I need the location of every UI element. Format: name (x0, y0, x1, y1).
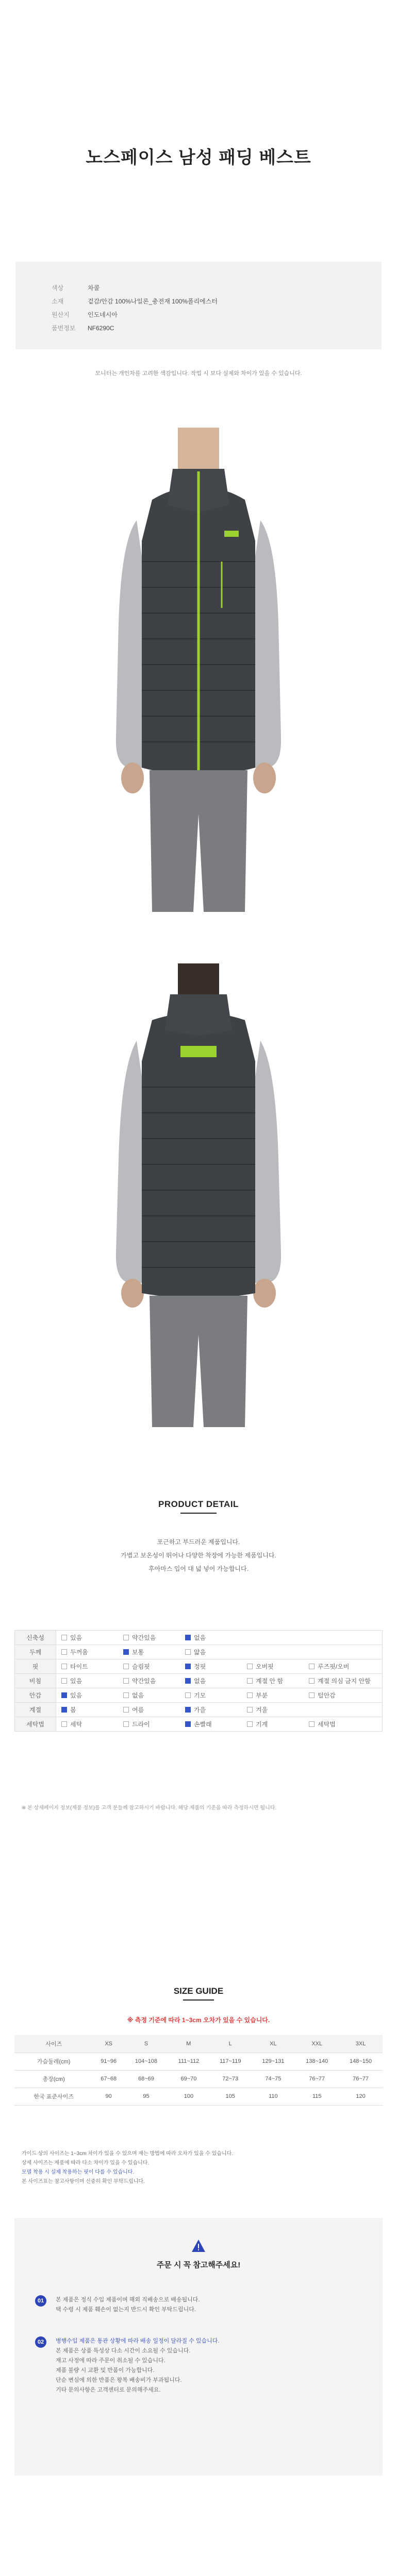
product-detail-title: PRODUCT DETAIL (158, 1499, 239, 1509)
attribute-option (61, 1705, 123, 1714)
attribute-option (247, 1720, 309, 1728)
attribute-option (309, 1691, 371, 1700)
attribute-option (247, 1705, 309, 1714)
option-label: 약간있음 (132, 1634, 156, 1641)
caution-line: 제품 불량 시 교환 및 반품이 가능합니다. (56, 2367, 155, 2374)
vest-front-illustration (101, 407, 296, 912)
size-red-note: ※ 측정 기준에 따라 1~3cm 오차가 있을 수 있습니다. (127, 2016, 270, 2024)
size-row (14, 2088, 383, 2105)
desc-line: 포근하고 부드러운 제품입니다. (157, 1538, 240, 1546)
attribute-options (56, 1717, 383, 1732)
info-key: 원산지 (52, 311, 70, 318)
size-cell: 총장(cm) (14, 2070, 93, 2088)
attribute-options (56, 1688, 383, 1703)
attribute-name: 계절 (15, 1703, 56, 1717)
option-label: 보통 (132, 1649, 144, 1656)
attribute-note: ※ 본 상세페이지 정보(제품 정보)를 고객 분들께 참고하시기 바랍니다. 해당 제품의 기준을 따라 측정하시면 됩니다. (22, 1805, 277, 1811)
option-label: 세탁 (70, 1721, 82, 1728)
size-note: 상세 사이즈는 제품에 따라 다소 차이가 있을 수 있습니다. (22, 2160, 150, 2166)
option-label: 있음 (70, 1692, 82, 1699)
attribute-name: 세탁법 (15, 1717, 56, 1732)
option-label: 드라이 (132, 1721, 150, 1728)
size-header-cell: XS (93, 2035, 124, 2053)
option-label: 계절 안 함 (256, 1677, 284, 1685)
checkbox-icon (61, 1721, 67, 1727)
info-value: 인도네시아 (88, 311, 118, 318)
info-note: 모니터는 개인차를 고려한 색감입니다. 작업 시 보다 실제와 차이가 있을 수 있습니다. (95, 370, 302, 377)
attribute-name: 비침 (15, 1674, 56, 1688)
option-label: 없음 (132, 1692, 144, 1699)
vest-back-illustration (101, 963, 296, 1427)
attribute-option (247, 1691, 309, 1700)
attribute-option (61, 1676, 123, 1685)
attribute-option (185, 1720, 247, 1728)
attribute-option (61, 1691, 123, 1700)
option-label: 세탁법 (318, 1721, 336, 1728)
attribute-options (56, 1645, 383, 1659)
option-label: 기계 (256, 1721, 268, 1728)
size-row (14, 2070, 383, 2088)
checkbox-icon (123, 1664, 129, 1669)
product-detail-heading (0, 1499, 397, 1514)
checked-box-icon (185, 1721, 191, 1727)
checkbox-icon (61, 1649, 67, 1655)
attribute-option (309, 1676, 371, 1685)
size-cell: 110 (251, 2088, 295, 2105)
checkbox-icon (247, 1692, 253, 1698)
size-cell: 67~68 (93, 2070, 124, 2088)
checked-box-icon (185, 1707, 191, 1713)
checkbox-icon (247, 1664, 253, 1669)
attribute-option (123, 1676, 185, 1685)
option-label: 약간있음 (132, 1677, 156, 1685)
checked-box-icon (61, 1692, 67, 1698)
item-number: 02 (35, 2336, 46, 2348)
product-photo-back (101, 963, 296, 1427)
attribute-options (56, 1631, 383, 1645)
size-cell: 91~96 (93, 2053, 124, 2070)
size-cell: 가슴둘레(cm) (14, 2053, 93, 2070)
attribute-option (123, 1720, 185, 1728)
size-note: 본 사이즈표는 참고사항이며 신중히 확인 부탁드립니다. (22, 2179, 145, 2184)
heading-underline (183, 1999, 214, 2001)
option-label: 얇음 (194, 1649, 206, 1656)
size-header-cell: S (124, 2035, 168, 2053)
size-cell: 117~119 (209, 2053, 252, 2070)
checkbox-icon (309, 1721, 315, 1727)
checkbox-icon (185, 1692, 191, 1698)
size-cell: 104~108 (124, 2053, 168, 2070)
attribute-option (185, 1662, 247, 1671)
option-label: 부분 (256, 1692, 268, 1699)
info-value: 겉감/안감 100%나일론_충전재 100%폴리에스터 (88, 298, 218, 305)
attribute-option (123, 1648, 185, 1656)
product-detail-desc (0, 1535, 397, 1575)
info-key: 소재 (52, 298, 64, 305)
attribute-options (56, 1703, 383, 1717)
attribute-name: 안감 (15, 1688, 56, 1703)
checkbox-icon (123, 1635, 129, 1640)
size-cell: 68~69 (124, 2070, 168, 2088)
size-cell: 115 (295, 2088, 339, 2105)
caution-box-1 (14, 2218, 383, 2476)
option-label: 슬림핏 (132, 1663, 150, 1670)
checkbox-icon (247, 1721, 253, 1727)
caution-line: 병행수입 제품은 통관 상황에 따라 배송 일정이 달라질 수 있습니다. (56, 2338, 220, 2344)
checked-box-icon (185, 1664, 191, 1669)
caution-line: 기타 문의사항은 고객센터로 문의해주세요. (56, 2387, 161, 2393)
size-cell: 105 (209, 2088, 252, 2105)
size-guide-title: SIZE GUIDE (173, 1986, 224, 1996)
desc-line: 가볍고 보온성이 뛰어나 다양한 착장에 가능한 제품입니다. (121, 1552, 276, 1559)
attribute-option (123, 1705, 185, 1714)
caution-line: 단순 변심에 의한 반품은 왕복 배송비가 부과됩니다. (56, 2377, 182, 2383)
checked-box-icon (185, 1678, 191, 1684)
attribute-row (15, 1631, 383, 1645)
option-label: 가을 (194, 1706, 206, 1714)
info-row-material (52, 295, 345, 308)
checkbox-icon (123, 1678, 129, 1684)
caution-item-1 (56, 2295, 200, 2315)
size-cell: 138~140 (295, 2053, 339, 2070)
info-key: 색상 (52, 284, 64, 292)
size-cell: 90 (93, 2088, 124, 2105)
checkbox-icon (61, 1664, 67, 1669)
size-cell: 76~77 (295, 2070, 339, 2088)
info-row-origin (52, 308, 345, 321)
attribute-row (15, 1659, 383, 1674)
size-cell: 120 (339, 2088, 383, 2105)
size-cell: 129~131 (251, 2053, 295, 2070)
checkbox-icon (247, 1678, 253, 1684)
option-label: 없음 (194, 1634, 206, 1641)
warning-icon (191, 2239, 206, 2253)
attribute-name: 신축성 (15, 1631, 56, 1645)
checkbox-icon (61, 1635, 67, 1640)
page-title: 노스페이스 남성 패딩 베스트 (86, 148, 311, 167)
option-label: 타이트 (70, 1663, 88, 1670)
size-cell: 한국 표준사이즈 (14, 2088, 93, 2105)
attribute-option (123, 1662, 185, 1671)
option-label: 여름 (132, 1706, 144, 1714)
checked-box-icon (61, 1707, 67, 1713)
size-cell: 72~73 (209, 2070, 252, 2088)
size-cell: 111~112 (168, 2053, 209, 2070)
size-cell: 69~70 (168, 2070, 209, 2088)
attribute-option (185, 1705, 247, 1714)
checkbox-icon (309, 1664, 315, 1669)
attribute-row (15, 1674, 383, 1688)
checkbox-icon (123, 1707, 129, 1713)
option-label: 털안감 (318, 1692, 336, 1699)
attribute-table (14, 1630, 383, 1732)
checked-box-icon (185, 1635, 191, 1640)
attribute-options (56, 1674, 383, 1688)
attribute-row (15, 1717, 383, 1732)
attribute-option (61, 1720, 123, 1728)
size-note: 모델 착용 시 실제 착용하는 핏이 다를 수 있습니다. (22, 2170, 135, 2175)
size-cell: 148~150 (339, 2053, 383, 2070)
option-label: 루즈핏/오버 (318, 1663, 350, 1670)
size-row (14, 2053, 383, 2070)
size-notes (22, 2149, 383, 2187)
caution-title: 주문 시 꼭 참고해주세요! (156, 2261, 241, 2269)
size-header-cell: 3XL (339, 2035, 383, 2053)
size-header-cell: XL (251, 2035, 295, 2053)
option-label: 봄 (70, 1706, 76, 1714)
size-cell: 74~75 (251, 2070, 295, 2088)
item-number: 01 (35, 2295, 46, 2307)
checkbox-icon (185, 1649, 191, 1655)
size-header-cell: M (168, 2035, 209, 2053)
caution-line: 본 제품은 상품 특성상 다소 시간이 소요될 수 있습니다. (56, 2348, 191, 2354)
size-header-cell: L (209, 2035, 252, 2053)
attribute-row (15, 1688, 383, 1703)
attribute-name: 핏 (15, 1659, 56, 1674)
size-table (14, 2035, 383, 2106)
option-label: 손빨래 (194, 1721, 212, 1728)
size-cell: 95 (124, 2088, 168, 2105)
attribute-option (185, 1691, 247, 1700)
option-label: 오버핏 (256, 1663, 274, 1670)
size-header-cell: XXL (295, 2035, 339, 2053)
option-label: 기모 (194, 1692, 206, 1699)
checked-box-icon (123, 1649, 129, 1655)
desc-line: 후아마스 입어 대 넓 넣어 가능합니다. (148, 1565, 249, 1572)
info-value: NF6290C (88, 325, 114, 332)
option-label: 겨울 (256, 1706, 268, 1714)
attribute-row (15, 1645, 383, 1659)
attribute-option (185, 1676, 247, 1685)
size-cell: 76~77 (339, 2070, 383, 2088)
option-label: 정핏 (194, 1663, 206, 1670)
attribute-row (15, 1703, 383, 1717)
checkbox-icon (123, 1692, 129, 1698)
product-info-box (15, 262, 382, 349)
caution-item-2 (56, 2336, 219, 2395)
attribute-option (309, 1720, 371, 1728)
info-row-code (52, 321, 345, 335)
option-label: 없음 (194, 1677, 206, 1685)
size-cell: 100 (168, 2088, 209, 2105)
caution-line: 재고 사정에 따라 주문이 취소될 수 있습니다. (56, 2358, 166, 2364)
attribute-option (61, 1662, 123, 1671)
option-label: 있음 (70, 1677, 82, 1685)
attribute-option (61, 1648, 123, 1656)
attribute-option (61, 1633, 123, 1642)
option-label: 있음 (70, 1634, 82, 1641)
caution-line: 택 수령 시 제품 훼손이 없는지 반드시 확인 부탁드립니다. (56, 2307, 196, 2313)
size-guide-heading (0, 1986, 397, 2001)
caution-line: 본 제품은 정식 수입 제품이며 해외 직배송으로 배송됩니다. (56, 2297, 200, 2303)
checkbox-icon (309, 1692, 315, 1698)
attribute-option (123, 1633, 185, 1642)
attribute-option (247, 1676, 309, 1685)
size-header-cell: 사이즈 (14, 2035, 93, 2053)
checkbox-icon (61, 1678, 67, 1684)
attribute-option (185, 1633, 247, 1642)
option-label: 계절 의심 금지 안함 (318, 1677, 371, 1685)
attribute-name: 두께 (15, 1645, 56, 1659)
heading-underline (180, 1513, 217, 1514)
size-note: 가이드 상의 사이즈는 1~3cm 차이가 있을 수 있으며 재는 방법에 따라 오차가 있을 수 있습니다. (22, 2151, 234, 2157)
product-photo-front (101, 407, 296, 912)
attribute-options (56, 1659, 383, 1674)
checkbox-icon (247, 1707, 253, 1713)
option-label: 두꺼움 (70, 1649, 88, 1656)
info-key: 품번정보 (52, 325, 76, 332)
attribute-option (309, 1662, 371, 1671)
attribute-option (247, 1662, 309, 1671)
checkbox-icon (123, 1721, 129, 1727)
info-row-color (52, 281, 345, 295)
info-value: 차콜 (88, 284, 100, 292)
attribute-option (123, 1691, 185, 1700)
attribute-option (185, 1648, 247, 1656)
checkbox-icon (309, 1678, 315, 1684)
